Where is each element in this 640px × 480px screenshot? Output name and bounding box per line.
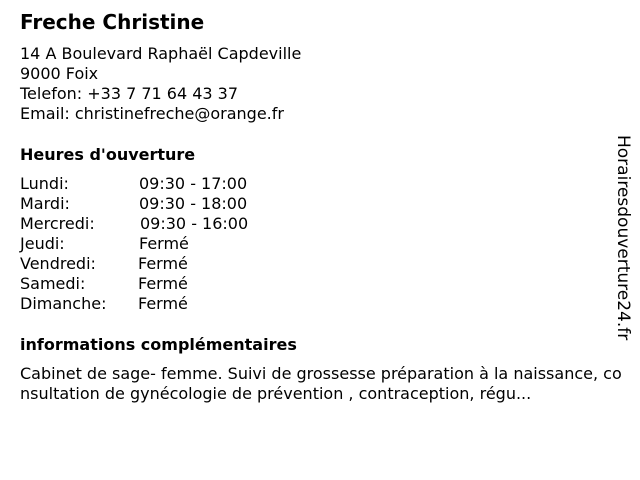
day-label: Lundi: bbox=[20, 174, 69, 193]
day-label: Mercredi: bbox=[20, 214, 95, 233]
opening-hours-table bbox=[20, 174, 320, 314]
hours-row-sunday bbox=[20, 294, 320, 314]
hours-value: Fermé bbox=[138, 294, 188, 313]
opening-hours-heading: Heures d'ouverture bbox=[20, 145, 196, 164]
hours-row-monday bbox=[20, 174, 320, 194]
watermark-text: Horairesdouverture24.fr bbox=[613, 135, 633, 341]
day-label: Jeudi: bbox=[20, 234, 65, 253]
day-label: Vendredi: bbox=[20, 254, 96, 273]
hours-value: Fermé bbox=[139, 234, 189, 253]
description-text: Cabinet de sage- femme. Suivi de grossesse préparation à la naissance, consultation de gynécologie de prévention , contraception, régu... bbox=[20, 364, 622, 403]
hours-row-saturday bbox=[20, 274, 320, 294]
street-address: 14 A Boulevard Raphaël Capdeville bbox=[20, 44, 302, 63]
day-label: Mardi: bbox=[20, 194, 70, 213]
city: 9000 Foix bbox=[20, 64, 99, 83]
phone-number: Telefon: +33 7 71 64 43 37 bbox=[20, 84, 239, 103]
address-block bbox=[20, 44, 301, 124]
hours-value: Fermé bbox=[138, 274, 188, 293]
hours-value: 09:30 - 17:00 bbox=[139, 174, 248, 193]
additional-info-heading: informations complémentaires bbox=[20, 335, 297, 354]
email-address: Email: christinefreche@orange.fr bbox=[20, 104, 284, 123]
page-title: Freche Christine bbox=[20, 10, 205, 34]
hours-row-wednesday bbox=[20, 214, 320, 234]
hours-value: Fermé bbox=[138, 254, 188, 273]
day-label: Dimanche: bbox=[20, 294, 107, 313]
hours-row-tuesday bbox=[20, 194, 320, 214]
hours-row-friday bbox=[20, 254, 320, 274]
hours-row-thursday bbox=[20, 234, 320, 254]
hours-value: 09:30 - 16:00 bbox=[140, 214, 249, 233]
hours-value: 09:30 - 18:00 bbox=[139, 194, 248, 213]
day-label: Samedi: bbox=[20, 274, 86, 293]
